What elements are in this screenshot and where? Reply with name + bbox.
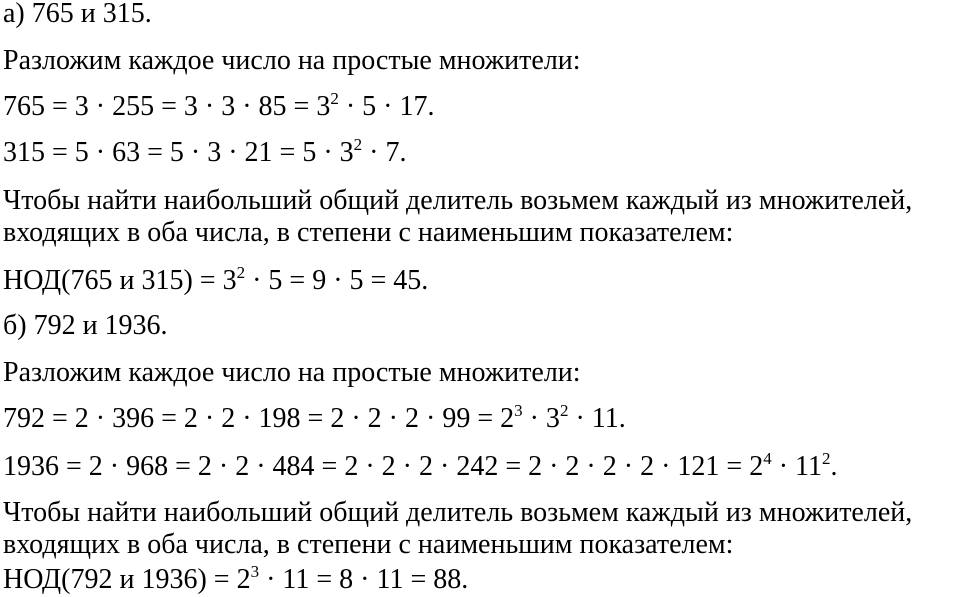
eq-text: НОД(792 и 1936) = 2 [3,564,251,595]
part-a-gcd-result [3,265,428,297]
eq-text: · 3 [522,403,560,434]
exponent: 4 [763,449,772,468]
part-a-intro: Разложим каждое число на простые множители: [3,45,581,76]
eq-text: . [830,451,838,482]
eq-text: · 11 = 8 · 11 = 88. [259,564,469,595]
eq-text: · 11 [771,451,822,482]
part-b-equation-1936 [3,451,838,483]
part-b-heading: б) 792 и 1936. [3,310,168,341]
eq-text: · 5 · 17. [338,91,435,122]
eq-text: НОД(765 и 315) = 3 [3,265,237,296]
part-a-equation-315 [3,137,407,169]
exponent: 2 [236,263,246,282]
exponent: 2 [559,401,569,420]
part-b-explanation: Чтобы найти наибольший общий делитель возьмем каждый из множителей, входящих в оба числа, в степени с наименьшим показателем: [3,497,913,560]
eq-text: · 5 = 9 · 5 = 45. [245,265,429,296]
exponent: 2 [353,135,363,154]
part-b-intro: Разложим каждое число на простые множители: [3,357,581,388]
eq-text: 315 = 5 · 63 = 5 · 3 · 21 = 5 · 3 [3,137,354,168]
part-a-explanation: Чтобы найти наибольший общий делитель возьмем каждый из множителей, входящих в оба числа, в степени с наименьшим показателем: [3,185,913,248]
eq-text: 1936 = 2 · 968 = 2 · 2 · 484 = 2 · 2 · 2 · 242 = 2 · 2 · 2 · 2 · 121 = 2 [3,451,764,482]
eq-text: 792 = 2 · 396 = 2 · 2 · 198 = 2 · 2 · 2 · 99 = 2 [3,403,515,434]
eq-text: · 7. [362,137,407,168]
eq-text: · 11. [568,403,626,434]
eq-text: 765 = 3 · 255 = 3 · 3 · 85 = 3 [3,91,331,122]
exponent: 2 [330,89,339,108]
exponent: 2 [822,449,831,468]
part-b-equation-792 [3,403,626,435]
exponent: 3 [250,562,260,581]
exponent: 3 [514,401,523,420]
part-a-equation-765 [3,91,435,123]
part-b-gcd-result [3,564,468,596]
part-a-heading: а) 765 и 315. [3,0,152,29]
